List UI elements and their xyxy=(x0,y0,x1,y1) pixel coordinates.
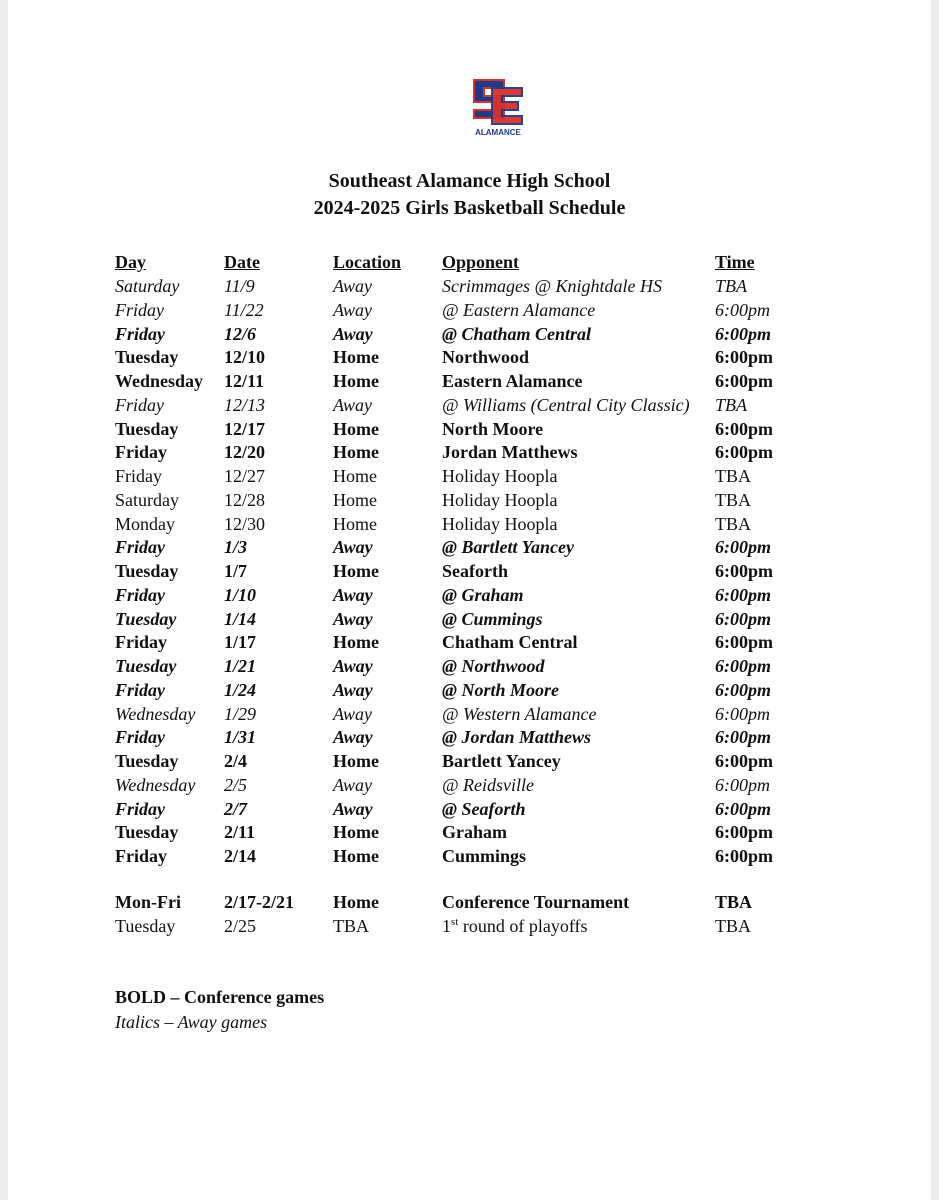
row-time: 6:00pm xyxy=(715,704,770,724)
row-opponent: Seaforth xyxy=(442,561,508,581)
legend-italics xyxy=(115,1012,267,1033)
row-location: Home xyxy=(333,632,379,652)
row-date: 12/6 xyxy=(224,324,257,344)
header-time: Time xyxy=(715,252,755,272)
row-location: Away xyxy=(333,680,373,700)
row-location: Away xyxy=(333,395,372,415)
row-opponent: Conference Tournament xyxy=(442,892,630,912)
row-location: Away xyxy=(333,324,373,344)
row-date: 1/10 xyxy=(224,585,257,605)
row-time: 6:00pm xyxy=(715,561,773,581)
row-location: Home xyxy=(333,514,377,534)
row-date: 2/7 xyxy=(224,799,248,819)
row-time: 6:00pm xyxy=(715,347,773,367)
schedule-title: 2024-2025 Girls Basketball Schedule xyxy=(313,197,626,219)
se-monogram xyxy=(474,80,522,124)
row-date: 12/17 xyxy=(224,419,266,439)
row-date: 1/14 xyxy=(224,609,257,629)
row-day: Tuesday xyxy=(115,751,179,771)
row-day: Friday xyxy=(115,632,167,652)
legend-bold-text: BOLD – Conference games xyxy=(115,987,325,1007)
row-time: 6:00pm xyxy=(715,775,770,795)
row-opponent: Holiday Hoopla xyxy=(442,466,558,486)
row-time: 6:00pm xyxy=(715,822,773,842)
row-time: TBA xyxy=(715,466,751,486)
row-opponent: @ Chatham Central xyxy=(442,324,592,344)
row-day: Friday xyxy=(115,537,166,557)
school-title: Southeast Alamance High School xyxy=(328,170,611,192)
row-location: Away xyxy=(333,276,372,296)
row-date: 11/22 xyxy=(224,300,264,320)
row-date: 2/14 xyxy=(224,846,257,866)
row-location: TBA xyxy=(333,916,369,936)
row-time: 6:00pm xyxy=(715,300,770,320)
row-location: Away xyxy=(333,704,372,724)
row-location: Away xyxy=(333,300,372,320)
row-time: 6:00pm xyxy=(715,846,773,866)
row-location: Home xyxy=(333,490,377,510)
row-opponent: @ Eastern Alamance xyxy=(442,300,596,320)
row-location: Away xyxy=(333,656,373,676)
header-opponent: Opponent xyxy=(442,252,520,272)
row-date: 2/4 xyxy=(224,751,248,771)
row-date: 1/29 xyxy=(224,704,257,724)
row-day: Friday xyxy=(115,680,166,700)
row-location: Home xyxy=(333,751,379,771)
row-opponent: @ Western Alamance xyxy=(442,704,597,724)
row-opponent xyxy=(442,915,588,937)
opponent-ordinal: 1 xyxy=(442,916,451,936)
row-day: Friday xyxy=(115,799,166,819)
row-day: Tuesday xyxy=(115,347,179,367)
row-location: Home xyxy=(333,347,379,367)
row-date: 1/21 xyxy=(224,656,257,676)
row-day: Friday xyxy=(115,846,167,866)
southeast-alamance-logo xyxy=(470,74,526,138)
row-location: Away xyxy=(333,727,373,747)
header-day: Day xyxy=(115,252,146,272)
row-time: 6:00pm xyxy=(715,419,773,439)
row-day: Wednesday xyxy=(115,775,196,795)
row-day: Friday xyxy=(115,466,162,486)
row-location: Home xyxy=(333,822,379,842)
opponent-ordinal-suffix: st xyxy=(451,916,459,928)
row-location: Home xyxy=(333,371,379,391)
legend-italics-text: Italics – Away games xyxy=(115,1012,268,1032)
row-day: Wednesday xyxy=(115,371,204,391)
row-date: 12/28 xyxy=(224,490,266,510)
row-opponent: Holiday Hoopla xyxy=(442,514,558,534)
row-opponent: Graham xyxy=(442,822,507,842)
row-opponent: Chatham Central xyxy=(442,632,578,652)
row-location: Home xyxy=(333,466,377,486)
row-day: Saturday xyxy=(115,490,179,510)
row-opponent: @ Graham xyxy=(442,585,524,605)
row-location: Home xyxy=(333,442,379,462)
row-date: 1/3 xyxy=(224,537,248,557)
row-time: 6:00pm xyxy=(715,799,771,819)
row-opponent: @ Bartlett Yancey xyxy=(442,537,574,557)
row-day: Friday xyxy=(115,727,166,747)
row-location: Home xyxy=(333,419,379,439)
row-day: Tuesday xyxy=(115,656,177,676)
row-opponent: @ Cummings xyxy=(442,609,543,629)
row-date: 2/17-2/21 xyxy=(224,892,294,912)
legend-bold xyxy=(115,987,324,1008)
row-date: 1/7 xyxy=(224,561,248,581)
row-time: 6:00pm xyxy=(715,324,771,344)
row-time: 6:00pm xyxy=(715,656,771,676)
row-day: Friday xyxy=(115,442,167,462)
row-time: 6:00pm xyxy=(715,371,773,391)
row-day: Wednesday xyxy=(115,704,196,724)
row-opponent: Jordan Matthews xyxy=(442,442,578,462)
row-location: Home xyxy=(333,892,379,912)
row-location: Away xyxy=(333,609,373,629)
row-date: 11/9 xyxy=(224,276,255,296)
row-date: 12/20 xyxy=(224,442,266,462)
row-time: 6:00pm xyxy=(715,585,771,605)
row-day: Friday xyxy=(115,324,166,344)
row-time: TBA xyxy=(715,892,753,912)
opponent-rest: round of playoffs xyxy=(458,916,588,936)
row-date: 12/13 xyxy=(224,395,266,415)
row-date: 12/27 xyxy=(224,466,266,486)
row-opponent: Holiday Hoopla xyxy=(442,490,558,510)
row-day: Friday xyxy=(115,395,164,415)
logo-text: ALAMANCE xyxy=(475,128,521,137)
row-location: Away xyxy=(333,799,373,819)
row-time: 6:00pm xyxy=(715,537,771,557)
row-opponent: @ Jordan Matthews xyxy=(442,727,592,747)
row-time: 6:00pm xyxy=(715,609,771,629)
row-time: 6:00pm xyxy=(715,632,773,652)
row-day: Mon-Fri xyxy=(115,892,181,912)
row-time: 6:00pm xyxy=(715,751,773,771)
row-day: Friday xyxy=(115,300,164,320)
row-time: TBA xyxy=(715,514,751,534)
row-date: 12/10 xyxy=(224,347,266,367)
row-date: 12/11 xyxy=(224,371,265,391)
row-date: 12/30 xyxy=(224,514,266,534)
row-opponent: Scrimmages @ Knightdale HS xyxy=(442,276,663,296)
row-opponent: @ Seaforth xyxy=(442,799,526,819)
row-date: 1/24 xyxy=(224,680,257,700)
row-day: Saturday xyxy=(115,276,180,296)
row-time: 6:00pm xyxy=(715,727,771,747)
row-location: Away xyxy=(333,775,372,795)
row-opponent: Eastern Alamance xyxy=(442,371,583,391)
row-day: Friday xyxy=(115,585,166,605)
row-opponent: Cummings xyxy=(442,846,527,866)
row-date: 2/25 xyxy=(224,916,257,936)
row-time: TBA xyxy=(715,276,748,296)
row-time: 6:00pm xyxy=(715,680,771,700)
row-date: 2/5 xyxy=(224,775,248,795)
row-location: Away xyxy=(333,585,373,605)
row-day: Monday xyxy=(115,514,175,534)
row-day: Tuesday xyxy=(115,561,179,581)
row-location: Home xyxy=(333,561,379,581)
row-location: Away xyxy=(333,537,373,557)
row-date: 2/11 xyxy=(224,822,256,842)
row-time: TBA xyxy=(715,916,751,936)
row-day: Tuesday xyxy=(115,916,176,936)
row-opponent: Bartlett Yancey xyxy=(442,751,561,771)
row-opponent: North Moore xyxy=(442,419,544,439)
header-date: Date xyxy=(224,252,260,272)
row-location: Home xyxy=(333,846,379,866)
row-opponent: @ Williams (Central City Classic) xyxy=(442,395,690,415)
header-location: Location xyxy=(333,252,402,272)
row-opponent: @ Reidsville xyxy=(442,775,535,795)
row-time: TBA xyxy=(715,395,748,415)
row-day: Tuesday xyxy=(115,419,179,439)
row-date: 1/31 xyxy=(224,727,257,747)
row-opponent: @ North Moore xyxy=(442,680,559,700)
row-date: 1/17 xyxy=(224,632,257,652)
row-time: TBA xyxy=(715,490,751,510)
row-day: Tuesday xyxy=(115,822,179,842)
row-opponent: Northwood xyxy=(442,347,530,367)
row-opponent: @ Northwood xyxy=(442,656,545,676)
row-day: Tuesday xyxy=(115,609,177,629)
row-time: 6:00pm xyxy=(715,442,773,462)
